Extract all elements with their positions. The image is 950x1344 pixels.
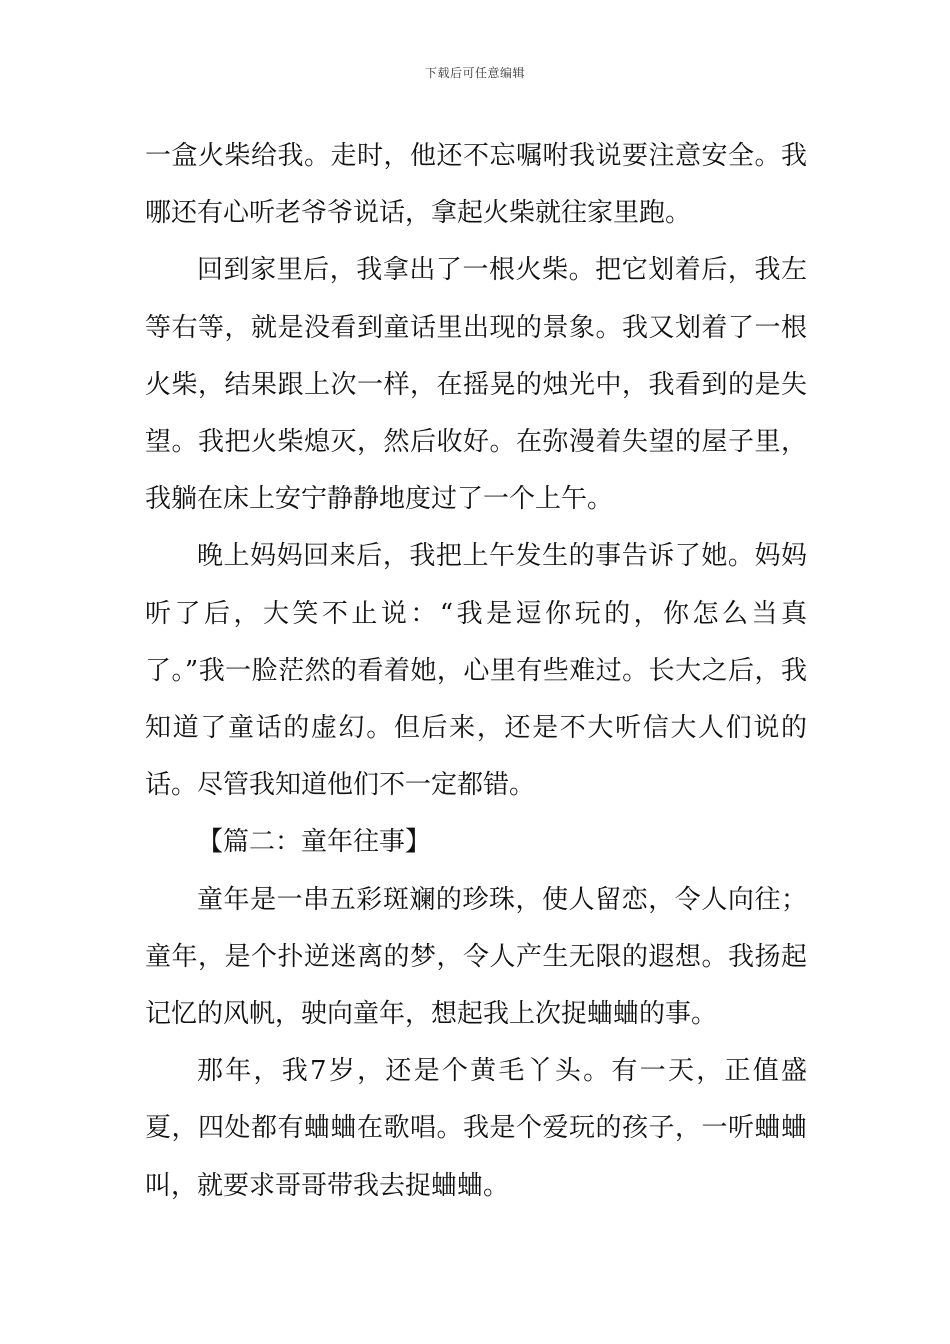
paragraph-childhood-intro: 童年是一串五彩斑斓的珍珠，使人留恋，令人向往；童年，是个扑逆迷离的梦，令人产生无限的遐想。我扬起记忆的风帆，驶向童年，想起我上次捉蛐蛐的事。 [145, 884, 807, 1030]
document-body [145, 128, 807, 1215]
section-heading: 【篇二：童年往事】 [197, 827, 432, 858]
paragraph-mother-returns: 晚上妈妈回来后，我把上午发生的事告诉了她。妈妈听了后，大笑不止说：“我是逗你玩的，你怎么当真了。”我一脸茫然的看着她，心里有些难过。长大之后，我知道了童话的虚幻。但后来，还是不大听信大人们说的话。尽管我知道他们不一定都错。 [145, 541, 807, 801]
paragraph-lighting-match: 回到家里后，我拿出了一根火柴。把它划着后，我左等右等，就是没看到童话里出现的景象。我又划着了一根火柴，结果跟上次一样，在摇晃的烛光中，我看到的是失望。我把火柴熄灭，然后收好。在弥漫着失望的屋子里，我躺在床上安宁静静地度过了一个上午。 [145, 255, 807, 515]
paragraph-cricket-story: 那年，我7岁，还是个黄毛丫头。有一天，正值盛夏，四处都有蛐蛐在歌唱。我是个爱玩的孩子，一听蛐蛐叫，就要求哥哥带我去捉蛐蛐。 [145, 1056, 807, 1201]
paragraph-continuation: 一盒火柴给我。走时，他还不忘嘱咐我说要注意安全。我哪还有心听老爷爷说话，拿起火柴就往家里跑。 [145, 141, 807, 229]
page-header-note: 下载后可任意编辑 [424, 66, 525, 80]
